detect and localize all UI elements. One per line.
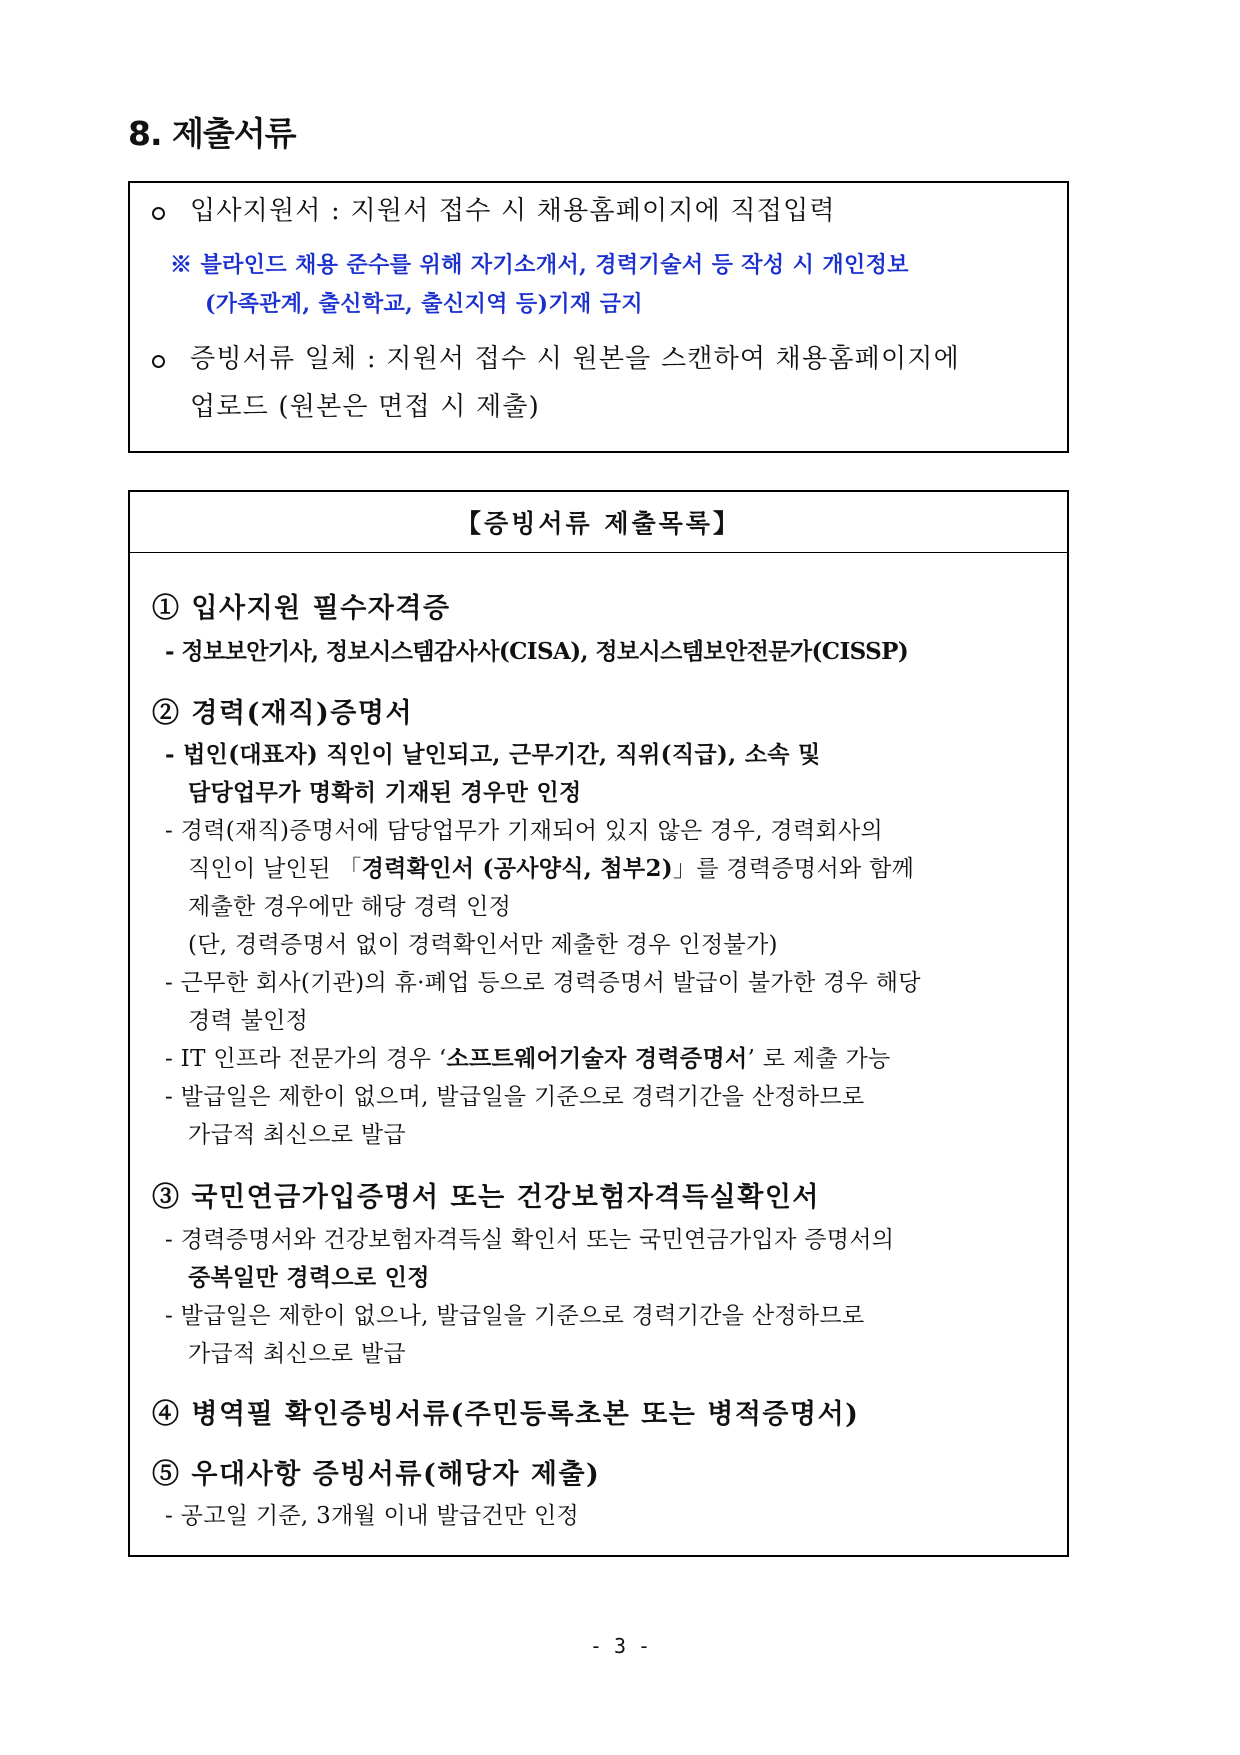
list-item: 제출한 경우에만 해당 경력 인정: [188, 894, 512, 920]
list-item: 가급적 최신으로 발급: [188, 1122, 406, 1148]
list-item: - 근무한 회사(기관)의 휴·폐업 등으로 경력증명서 발급이 불가한 경우 해당: [165, 970, 921, 996]
list-item: [165, 1040, 891, 1073]
section-5-title: ⑤ 우대사항 증빙서류(해당자 제출): [152, 1459, 601, 1490]
list-item: - 정보보안기사, 정보시스템감사사(CISA), 정보시스템보안전문가(CISSP): [165, 638, 909, 665]
notice-box: [128, 181, 1069, 453]
list-item: 담당업무가 명확히 기재된 경우만 인정: [188, 779, 582, 806]
bullet-icon: [152, 355, 165, 368]
documents-line-2: 업로드 (원본은 면접 시 제출): [190, 392, 541, 422]
list-item: [188, 850, 914, 883]
text-segment-bold: 소프트웨어기술자 경력증명서: [446, 1045, 748, 1072]
list-item: 가급적 최신으로 발급: [188, 1341, 406, 1367]
section-2-title: ② 경력(재직)증명서: [152, 698, 414, 729]
text-segment: ’ 로 제출 가능: [747, 1046, 891, 1072]
text-segment: 」를 경력증명서와 함께: [672, 856, 915, 882]
text-segment: - IT 인프라 전문가의 경우 ‘: [165, 1046, 447, 1072]
document-list-box: [128, 490, 1069, 1557]
list-item: - 경력(재직)증명서에 담당업무가 기재되어 있지 않은 경우, 경력회사의: [165, 818, 884, 844]
documents-line-1: 증빙서류 일체 : 지원서 접수 시 원본을 스캔하여 채용홈페이지에: [190, 344, 960, 374]
list-item: - 발급일은 제한이 없으며, 발급일을 기준으로 경력기간을 산정하므로: [165, 1084, 865, 1110]
list-item: - 발급일은 제한이 없으나, 발급일을 기준으로 경력기간을 산정하므로: [165, 1303, 865, 1329]
blind-warning-line-2: (가족관계, 출신학교, 출신지역 등)기재 금지: [205, 291, 644, 317]
list-item: (단, 경력증명서 없이 경력확인서만 제출한 경우 인정불가): [188, 932, 778, 958]
text-segment-bold: 경력확인서 (공사양식, 첨부2): [361, 855, 673, 882]
section-3-title: ③ 국민연금가입증명서 또는 건강보험자격득실확인서: [152, 1182, 821, 1213]
section-1-title: ① 입사지원 필수자격증: [152, 593, 451, 624]
list-item: - 법인(대표자) 직인이 날인되고, 근무기간, 직위(직급), 소속 및: [165, 741, 821, 768]
blind-warning-line-1: ※ 블라인드 채용 준수를 위해 자기소개서, 경력기술서 등 작성 시 개인정보: [170, 252, 909, 278]
list-item: - 경력증명서와 건강보험자격득실 확인서 또는 국민연금가입자 증명서의: [165, 1227, 895, 1253]
section-heading: 8. 제출서류: [128, 114, 296, 153]
page-number: - 3 -: [589, 1634, 651, 1658]
list-item: 중복일만 경력으로 인정: [188, 1264, 430, 1291]
list-item: 경력 불인정: [188, 1008, 309, 1034]
list-item: - 공고일 기준, 3개월 이내 발급건만 인정: [165, 1503, 580, 1529]
text-segment: 직인이 날인된 「: [188, 856, 362, 882]
application-form-line: 입사지원서 : 지원서 접수 시 채용홈페이지에 직접입력: [190, 196, 836, 226]
section-4-title: ④ 병역필 확인증빙서류(주민등록초본 또는 병적증명서): [152, 1399, 860, 1430]
bullet-icon: [152, 207, 165, 220]
list-header: 【증빙서류 제출목록】: [130, 492, 1067, 553]
